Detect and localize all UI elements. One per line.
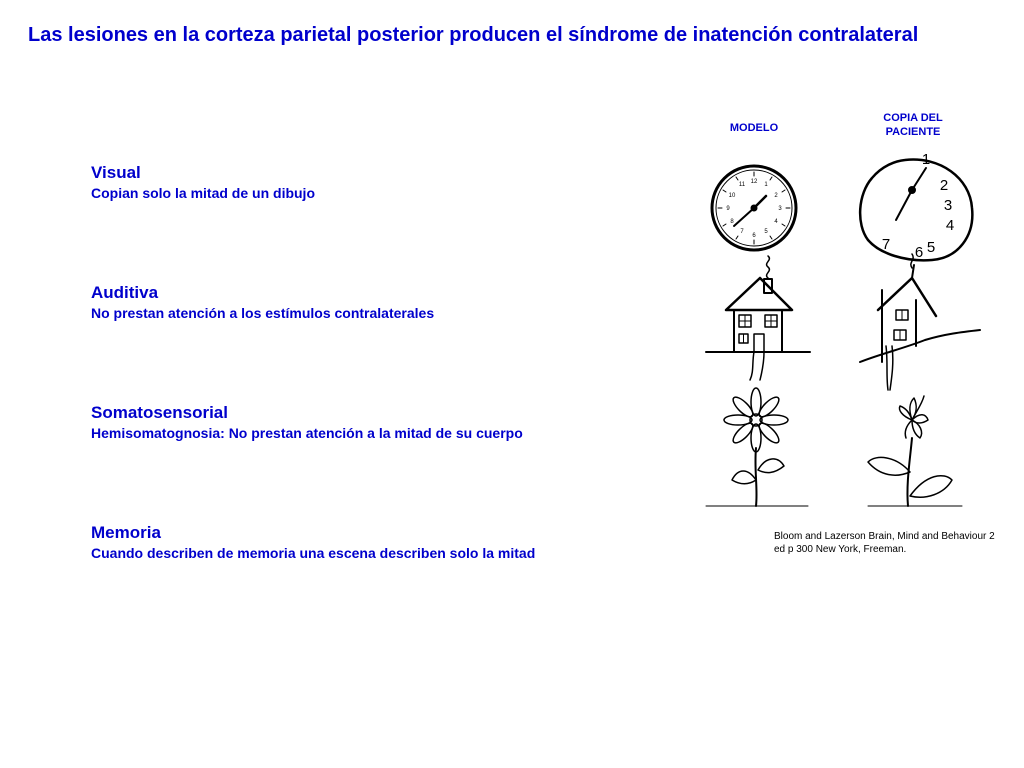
model-house-drawing bbox=[706, 256, 810, 380]
clock-number: 2 bbox=[774, 193, 778, 199]
section-description: No prestan atención a los estímulos contralaterales bbox=[91, 305, 435, 321]
patient-house-drawing bbox=[860, 254, 980, 390]
section-heading: Visual bbox=[91, 163, 141, 182]
section-auditiva bbox=[91, 282, 691, 322]
clock-number: 5 bbox=[764, 229, 768, 235]
clock-number: 1 bbox=[921, 151, 931, 168]
model-flower-drawing bbox=[706, 388, 808, 506]
clock-number: 7 bbox=[740, 229, 744, 235]
clock-number: 12 bbox=[750, 179, 758, 185]
clock-number: 1 bbox=[764, 182, 768, 188]
citation: Bloom and Lazerson Brain, Mind and Behaviour 2 ed p 300 New York, Freeman. bbox=[774, 531, 995, 555]
clock-number: 3 bbox=[943, 197, 953, 214]
section-heading: Memoria bbox=[91, 523, 161, 542]
patient-clock-drawing bbox=[860, 151, 972, 261]
clock-number: 3 bbox=[778, 206, 782, 212]
clock-number: 10 bbox=[728, 193, 736, 199]
section-somatosensorial bbox=[91, 402, 691, 442]
clock-number: 4 bbox=[945, 217, 955, 234]
model-column-label: MODELO bbox=[729, 122, 779, 134]
clock-number: 8 bbox=[730, 219, 734, 225]
clock-number: 6 bbox=[914, 244, 924, 261]
patient-flower-drawing bbox=[868, 396, 962, 506]
section-heading: Somatosensorial bbox=[91, 403, 228, 422]
section-description: Cuando describen de memoria una escena describen solo la mitad bbox=[91, 545, 536, 561]
neglect-drawings-figure bbox=[700, 150, 1020, 512]
drawings-svg bbox=[700, 150, 1020, 512]
section-heading: Auditiva bbox=[91, 283, 159, 302]
section-description: Copian solo la mitad de un dibujo bbox=[91, 185, 315, 201]
clock-number: 7 bbox=[881, 236, 891, 253]
model-clock-drawing bbox=[712, 166, 796, 250]
section-memoria bbox=[91, 522, 691, 562]
patient-column-label: COPIA DEL PACIENTE bbox=[883, 112, 943, 138]
section-visual bbox=[91, 162, 691, 202]
clock-number: 9 bbox=[726, 206, 730, 212]
clock-number: 4 bbox=[774, 219, 778, 225]
section-description: Hemisomatognosia: No prestan atención a la mitad de su cuerpo bbox=[91, 425, 523, 441]
slide-title: Las lesiones en la corteza parietal posterior producen el síndrome de inatención contralateral bbox=[28, 24, 919, 46]
clock-number: 6 bbox=[752, 233, 756, 239]
clock-number: 5 bbox=[926, 239, 936, 256]
clock-number: 2 bbox=[939, 177, 949, 194]
clock-number: 11 bbox=[738, 182, 746, 188]
